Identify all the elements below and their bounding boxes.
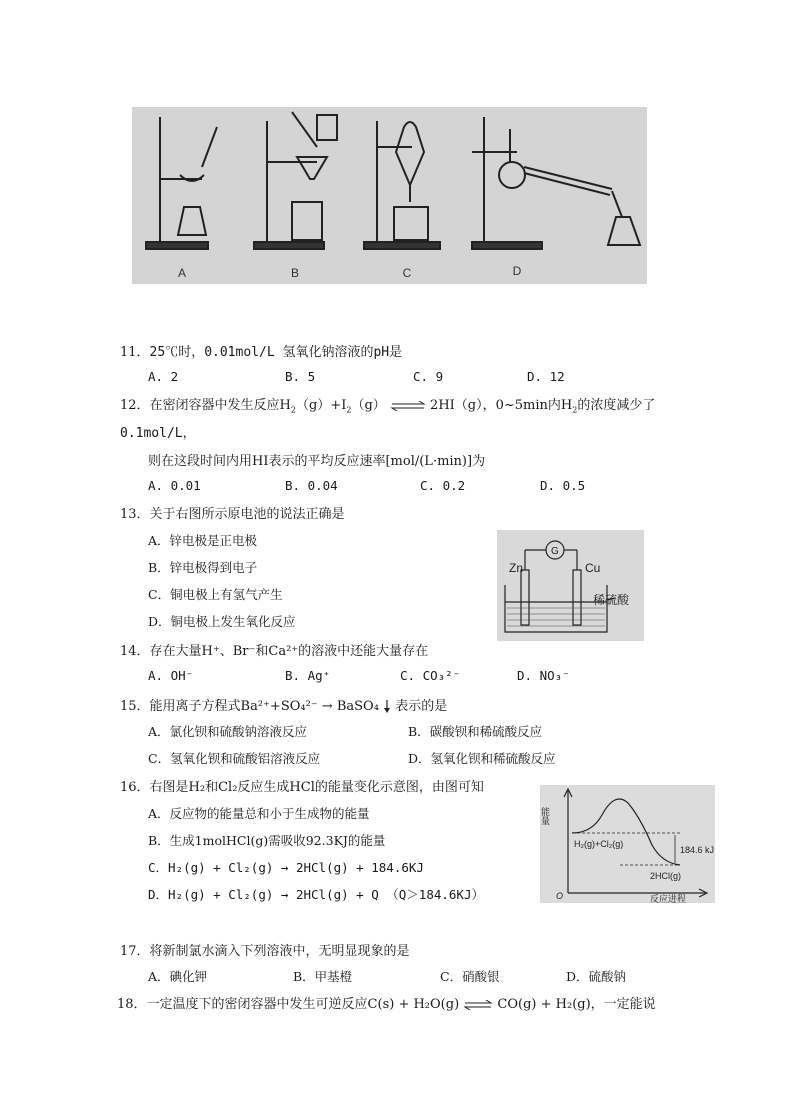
q17-option-d[interactable]: D．硫酸钠 (566, 969, 627, 984)
energy-diagram-figure (540, 785, 715, 903)
precipitate-arrow-icon (383, 700, 391, 714)
q11-option-a[interactable]: A. 2 (148, 369, 179, 384)
apparatus-label-a: A (177, 266, 187, 280)
q14-option-b[interactable]: B. Ag⁺ (285, 668, 331, 683)
q11-option-c[interactable]: C. 9 (413, 369, 444, 384)
q14-option-c[interactable]: C. CO₃²⁻ (400, 668, 461, 683)
q14-option-d[interactable]: D. NO₃⁻ (517, 668, 570, 683)
apparatus-label-b: B (290, 266, 300, 280)
q16-option-c[interactable]: C．H₂(g) + Cl₂(g) → 2HCl(g) + 184.6KJ (148, 860, 424, 875)
q16-option-d[interactable]: D．H₂(g) + Cl₂(g) → 2HCl(g) + Q （Q＞184.6KJ） (148, 887, 484, 902)
galvanic-cell-figure (497, 530, 644, 641)
q17-option-c[interactable]: C．硝酸银 (440, 969, 500, 984)
q12-option-d[interactable]: D. 0.5 (540, 478, 586, 493)
delta-h-label: 184.6 kJ (680, 845, 715, 855)
energy-axis-label: 能量 (540, 807, 549, 825)
q15-option-a[interactable]: A．氯化钡和硫酸钠溶液反应 (148, 724, 308, 739)
q16-option-a[interactable]: A．反应物的能量总和小于生成物的能量 (148, 806, 370, 821)
question-15: 15．能用离子方程式Ba²⁺+SO₄²⁻ → BaSO₄ 表示的是 (120, 699, 448, 714)
q11-option-d[interactable]: D. 12 (527, 369, 565, 384)
q11-option-b[interactable]: B. 5 (285, 369, 316, 384)
apparatus-label-d: D (512, 264, 522, 278)
question-11: 11．25℃时，0.01mol/L 氢氧化钠溶液的pH是 (120, 345, 403, 360)
question-18: 18．一定温度下的密闭容器中发生可逆反应C(s) + H₂O(g) CO(g) + H₂(g)，一定能说 (117, 997, 656, 1012)
equilibrium-arrow-icon (390, 401, 426, 411)
q12-line2: 0.1mol/L， (120, 426, 196, 441)
q13-option-a[interactable]: A．锌电极是正电极 (148, 533, 258, 548)
apparatus-label-c: C (402, 266, 412, 280)
q17-option-a[interactable]: A．碘化钾 (148, 969, 208, 984)
question-12: 12．在密闭容器中发生反应$H_2(g)+I_2(g)$ 2HI（g），0~5min内$H_2$的浓度减少了 (120, 398, 656, 415)
question-14: 14．存在大量H⁺、Br⁻和Ca²⁺的溶液中还能大量存在 (120, 644, 429, 659)
q13-option-c[interactable]: C．铜电极上有氢气产生 (148, 587, 283, 602)
reaction-progress-label: 反应进程 (650, 895, 687, 903)
q13-option-b[interactable]: B．锌电极得到电子 (148, 560, 258, 575)
q12-option-c[interactable]: C. 0.2 (420, 478, 466, 493)
q15-option-d[interactable]: D．氢氧化钡和稀硫酸反应 (408, 751, 556, 766)
products-label: 2HCl(g) (650, 871, 682, 881)
electrolyte-label: 稀硫酸 (593, 593, 630, 607)
cu-electrode-label: Cu (585, 561, 601, 575)
apparatus-figure (132, 107, 647, 284)
question-13: 13．关于右图所示原电池的说法正确是 (120, 507, 345, 522)
reactants-label: H₂(g)+Cl₂(g) (574, 839, 624, 849)
q12-option-a[interactable]: A. 0.01 (148, 478, 201, 493)
galvanometer-label: G (551, 546, 559, 557)
question-17: 17．将新制氯水滴入下列溶液中，无明显现象的是 (120, 944, 410, 959)
q13-option-d[interactable]: D．铜电极上发生氧化反应 (148, 614, 296, 629)
q16-option-b[interactable]: B．生成1molHCl(g)需吸收92.3KJ的能量 (148, 833, 386, 848)
q17-option-b[interactable]: B．甲基橙 (293, 969, 353, 984)
question-16: 16．右图是H₂和Cl₂反应生成HCl的能量变化示意图，由图可知 (120, 780, 484, 795)
origin-label: O (556, 891, 564, 901)
equilibrium-arrow-icon-2 (463, 1000, 493, 1010)
q15-option-b[interactable]: B．碳酸钡和稀硫酸反应 (408, 724, 543, 739)
q12-line3: 则在这段时间内用HI表示的平均反应速率[mol/(L·min)]为 (148, 454, 486, 469)
q14-option-a[interactable]: A. OH⁻ (148, 668, 194, 683)
zn-electrode-label: Zn (509, 561, 524, 575)
q12-option-b[interactable]: B. 0.04 (285, 478, 338, 493)
q15-option-c[interactable]: C．氢氧化钡和硫酸铝溶液反应 (148, 751, 321, 766)
